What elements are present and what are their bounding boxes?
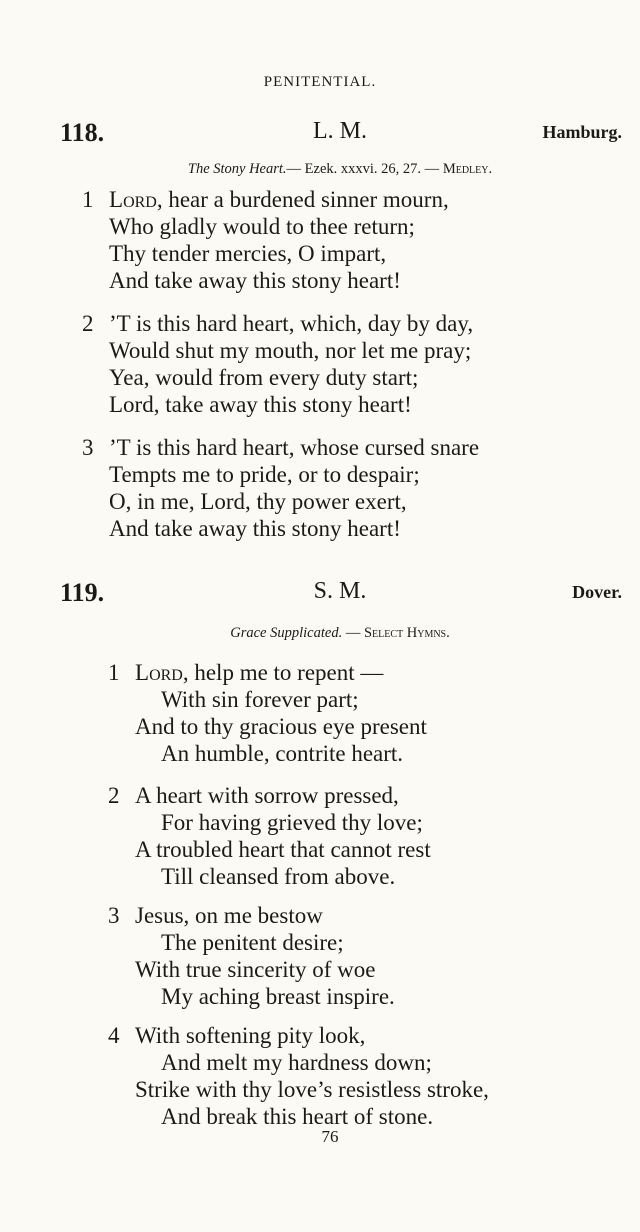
stanza-number: 3 [82,435,94,460]
tune-name: Hamburg. [542,122,622,142]
hymn-number: 119. [60,578,105,607]
scripture-reference: — [342,625,364,641]
scripture-reference: — Ezek. xxxvi. 26, 27. — [286,161,443,177]
verse-line: For having grieved thy love; [161,810,423,835]
hymn-119-stanza-2 [108,782,431,890]
stanza-number: 2 [108,783,120,808]
hymn-119-subtitle [0,625,640,642]
verse-line: O, in me, Lord, thy power exert, [109,489,407,514]
verse-line: With sin forever part; [161,687,359,712]
verse-line: Strike with thy love’s resistless stroke, [135,1077,489,1102]
page-number: 76 [321,1127,339,1146]
verse-line: 3 Jesus, on me bestow [108,903,323,928]
verse-line: And to thy gracious eye present [135,714,427,739]
verse-line: Lord, take away this stony heart! [109,392,412,417]
hymn-119-header [0,578,640,610]
stanza-number: 2 [82,311,94,336]
hymn-118-stanza-3 [82,434,479,542]
hymn-118-subtitle [0,161,640,178]
hymn-title: The Stony Heart. [187,161,287,177]
running-head: PENITENTIAL. [263,74,377,90]
stanza-number: 1 [82,187,94,212]
verse-line: 1 Lord, help me to repent — [108,660,384,685]
hymn-118-header [0,118,640,150]
verse-line: 4 With softening pity look, [108,1023,366,1048]
stanza-number: 4 [108,1023,120,1048]
verse-line: My aching breast inspire. [161,984,395,1009]
verse-line: Thy tender mercies, O impart, [109,241,387,266]
hymn-118-stanza-1 [82,186,449,294]
hymn-119-stanza-3 [108,902,395,1010]
verse-line: An humble, contrite heart. [161,741,404,766]
verse-line: The penitent desire; [161,930,344,955]
verse-line: 1 Lord, hear a burdened sinner mourn, [82,187,449,212]
verse-line: 3 ’T is this hard heart, whose cursed snare [82,435,480,460]
verse-line: With true sincerity of woe [135,957,376,982]
verse-line: 2 ’T is this hard heart, which, day by day, [82,311,474,336]
verse-line: Till cleansed from above. [161,864,396,889]
verse-line: Tempts me to pride, or to despair; [109,462,420,487]
hymn-author: Medley. [442,161,493,177]
hymn-number: 118. [60,118,105,147]
verse-line: And take away this stony heart! [109,516,401,541]
stanza-number: 1 [108,660,120,685]
verse-line: 2 A heart with sorrow pressed, [108,783,399,808]
hymn-title: Grace Supplicated. [230,625,343,641]
hymn-meter: L. M. [313,118,367,144]
hymn-meter: S. M. [313,578,367,604]
hymn-118-stanza-2 [82,310,473,418]
verse-line: A troubled heart that cannot rest [135,837,431,862]
verse-line: And melt my hardness down; [161,1050,432,1075]
verse-line: Who gladly would to thee return; [109,214,415,239]
hymn-119-stanza-4 [108,1022,489,1130]
verse-line: And break this heart of stone. [161,1104,434,1129]
verse-line: Would shut my mouth, nor let me pray; [109,338,472,363]
verse-line: And take away this stony heart! [109,268,401,293]
verse-line: Yea, would from every duty start; [109,365,419,390]
tune-name: Dover. [572,582,622,602]
hymn-author: Select Hymns. [363,625,450,641]
stanza-number: 3 [108,903,120,928]
hymn-119-stanza-1 [108,659,427,767]
